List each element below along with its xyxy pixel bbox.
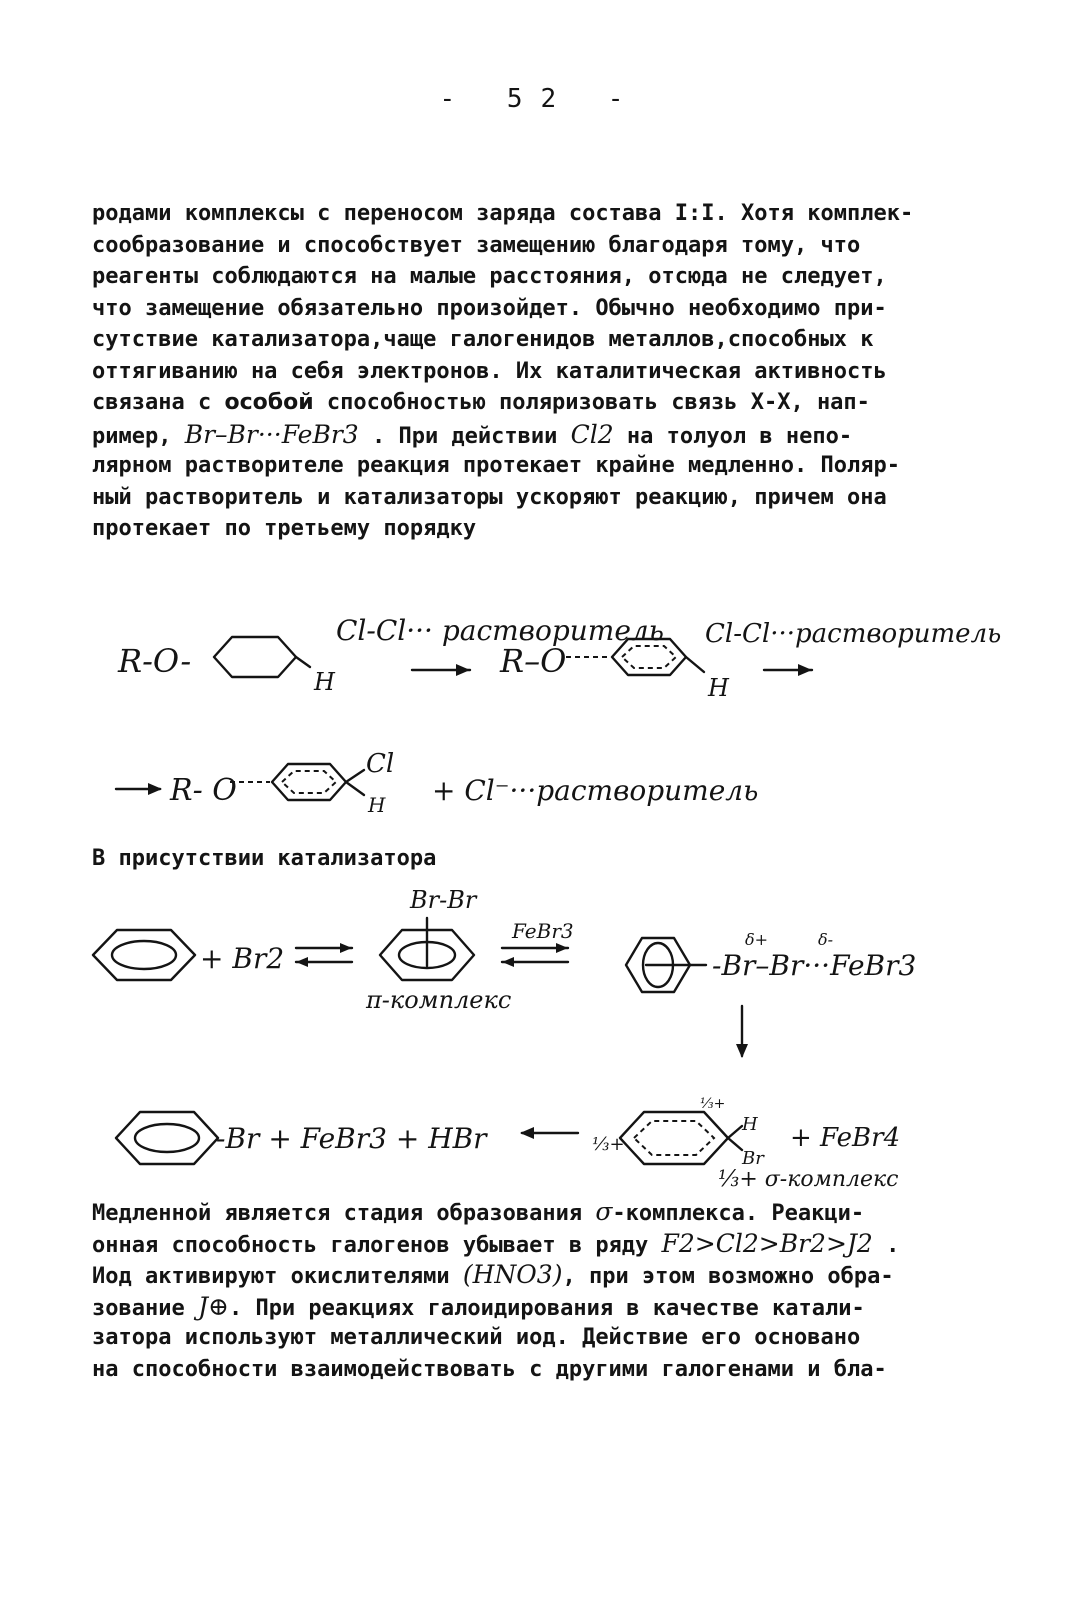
bond-line [728,1126,742,1138]
text-line: что замещение обязательно произойдет. Обычно необходимо при- [92,295,887,321]
bond-line [686,657,704,672]
scheme-label: π-комплекс [366,986,512,1014]
partial-charge: δ+ [745,930,769,949]
text-line [92,1354,992,1386]
delocalization-dashes [622,646,676,668]
partial-charge: δ- [818,930,834,949]
scheme-label: -Br + FeBr3 + HBr [216,1122,487,1155]
text-line: оттягиванию на себя электронов. Их каталитическая активность [92,358,887,384]
scheme-label: ⅓+ σ-комплекс [718,1167,899,1192]
partial-charge: ⅓+ [700,1096,726,1112]
hydrogen-label: H [368,793,386,817]
text-fragment: Медленной является стадия образования [92,1201,596,1226]
paragraph-2 [92,1196,992,1385]
text-fragment: на толуол в непо- [613,423,853,449]
text-line: сообразование и способствует замещению благодаря тому, что [92,232,861,258]
handwritten-formula: Cl2 [570,419,614,449]
text-fragment: онная способность галогенов убывает в ряду [92,1232,662,1258]
scheme-label: Cl-Cl···растворитель [705,619,1002,649]
arrow-head [556,943,568,953]
arrow-head [520,1127,534,1139]
benzene-ring [116,1112,218,1164]
emphasis-word: особой [224,390,314,415]
text-fragment: Иод активируют окислителями [92,1264,463,1289]
text-fragment: -комплекса. Реакци- [612,1201,865,1226]
arrow-head [456,664,470,676]
bond-line [296,657,310,667]
arrow-head [340,943,352,953]
arrow-head [736,1044,748,1058]
aromatic-circle [135,1124,199,1152]
scheme-label: + Cl⁻···растворитель [432,774,759,807]
scheme-label: Br-Br [410,886,477,914]
text-fragment: . При реакциях галоидирования в качестве катали- [228,1295,865,1321]
arrow-head [148,783,162,795]
bond-line [346,770,364,782]
partial-charge: ⅓+ [592,1134,625,1155]
aromatic-circle [112,941,176,969]
benzene-ring [93,930,195,980]
hydrogen-label: H [742,1114,758,1135]
delocalization-dashes [634,1121,714,1155]
arrow-head [296,957,308,967]
text-line [92,1259,992,1291]
text-line [92,1228,992,1260]
text-line: реагенты соблюдаются на малые расстояния, отсюда не следует, [92,264,887,289]
text-fragment: способностью поляризовать связь Х-Х, нап- [313,390,870,415]
handwritten-formula: F2>Cl2>Br2>J2 [661,1228,873,1258]
text-fragment: зование [92,1295,198,1321]
hydrogen-label: H [314,668,335,696]
handwritten-formula: σ [595,1197,613,1226]
text-fragment: . [872,1232,900,1258]
arrow-head [798,664,812,676]
benzene-ring [214,637,296,677]
scheme-label: R-O- [118,642,192,680]
delocalization-dashes [282,771,336,793]
handwritten-formula: Br–Br···FeBr3 [184,419,359,449]
scheme-label: R- O [170,773,237,808]
handwritten-formula: (HNO3) [462,1260,563,1289]
scheme-label: Cl-Cl··· растворитель [336,614,664,647]
text-line [92,1196,992,1228]
text-fragment: связана с [92,390,225,415]
section-caption: В присутствии катализатора [92,846,437,871]
page-number: - 52 - [439,84,642,114]
text-line: сутствие катализатора,чаще галогенидов металлов,способных к [92,327,874,352]
text-fragment: . При действии [358,423,571,449]
bromine-label: Br [742,1148,764,1169]
text-line: лярном растворителе реакция протекает крайне медленно. Поляр- [92,453,900,478]
benzene-ring [620,1112,728,1164]
text-line: ный растворитель и катализаторы ускоряют реакцию, причем она [92,484,887,510]
text-line [92,1291,992,1323]
scheme-label: + FeBr4 [790,1123,901,1153]
scheme-label: -Br–Br···FeBr3 [712,949,917,982]
text-fragment: , при этом возможно обра- [562,1264,894,1289]
scheme-label: + Br2 [200,942,285,975]
chlorine-label: Cl [366,749,395,779]
bond-line [728,1138,742,1150]
text-fragment: на способности взаимодействовать с другими галогенами и бла- [92,1356,887,1382]
text-fragment: затора используют металлический иод. Действие его основано [92,1325,861,1350]
text-fragment: ример, [92,423,185,449]
arrow-head [502,957,514,967]
text-line [92,1322,992,1354]
handwritten-formula: J⊕ [197,1291,229,1321]
catalyst-label: FeBr3 [512,919,574,943]
text-line: протекает по третьему порядку [92,516,477,541]
bond-line [346,782,364,795]
text-line: родами комплексы с переносом заряда состава I:I. Хотя комплек- [92,201,914,226]
hydrogen-label: H [708,674,729,702]
scheme-label: R–O [500,642,567,680]
